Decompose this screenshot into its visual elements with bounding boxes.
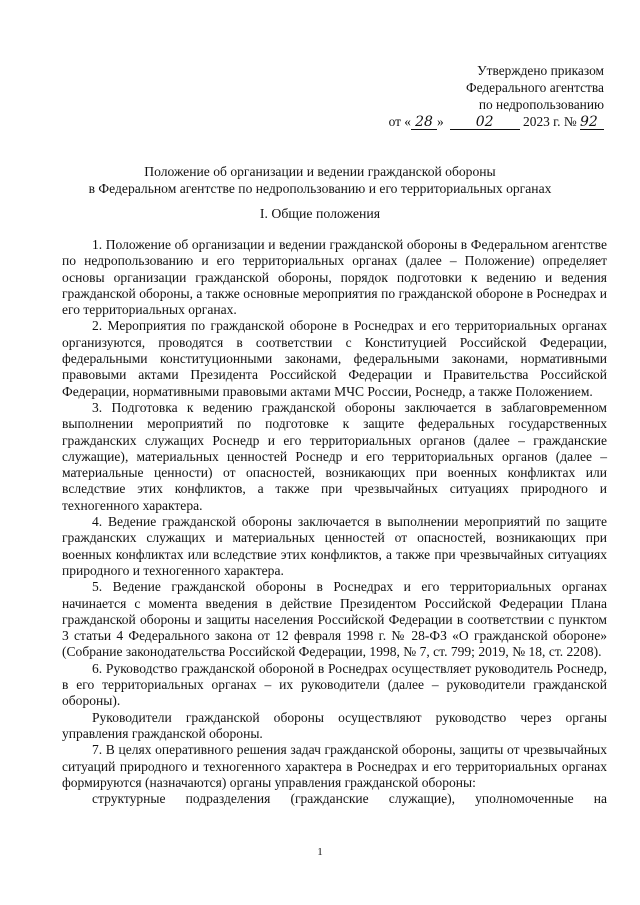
paragraph-6-continued: Руководители гражданской обороны осуществляют руководство через органы управления гражданской обороны. (62, 709, 607, 741)
approval-line-1: Утверждено приказом (477, 63, 604, 78)
paragraph-1: 1. Положение об организации и ведении гражданской обороны в Федеральном агентстве по недропользованию и его территориальных органах (далее – Положение) определяет основы организации гражданской обороны, порядок подготовки к ведению и ведения гражданской обороны, а также основные мероприятия по гражданской обороне в Роснедрах и его территориальных органах. (62, 237, 607, 318)
paragraph-3: 3. Подготовка к ведению гражданской обороны заключается в заблаговременном выполнении мероприятий по подготовке к защите федеральных государственных гражданских служащих Роснедр и его территориальных органов (далее – гражданские служащие), материальных ценностей Роснедр и его территориальных органов (далее – материальные ценности) от опасностей, возникающих при военных конфликтах или вследствие этих конфликтов, а также при чрезвычайных ситуациях природного и техногенного характера. (62, 399, 607, 513)
order-year-number-label: 2023 г. № (523, 114, 577, 129)
approval-line-2: Федерального агентства (466, 80, 604, 95)
approval-stamp (389, 62, 604, 130)
paragraph-6: 6. Руководство гражданской обороной в Роснедрах осуществляет руководитель Роснедр, в его территориальных органах – их руководители (далее – руководители гражданской обороны). (62, 660, 607, 709)
order-month-handwritten: 02 (450, 116, 520, 130)
order-date-line (389, 113, 604, 130)
page-number: 1 (317, 846, 323, 858)
approval-line-3: по недропользованию (478, 97, 604, 112)
document-title-line-2: в Федеральном агентстве по недропользованию и его территориальных органах (88, 181, 552, 196)
order-number-handwritten: 92 (580, 116, 604, 130)
section-heading: I. Общие положения (259, 206, 381, 221)
paragraph-7-list-item: структурные подразделения (гражданские служащие), уполномоченные на (92, 791, 607, 807)
order-day-handwritten: 28 (411, 116, 437, 130)
document-title-line-1: Положение об организации и ведении гражданской обороны (144, 164, 496, 179)
paragraph-5: 5. Ведение гражданской обороны в Роснедрах и его территориальных органах начинается с момента введения в действие Президентом Российской Федерации Плана гражданской обороны и защиты населения Российской Федерации в соответствии с пунктом 3 статьи 4 Федерального закона от 12 февраля 1998 г. № 28-ФЗ «О гражданской обороне» (Собрание законодательства Российской Федерации, 1998, № 7, ст. 799; 2019, № 18, ст. 2208). (62, 579, 607, 660)
document-title (30, 163, 610, 197)
paragraph-7: 7. В целях оперативного решения задач гражданской обороны, защиты от чрезвычайных ситуаций природного и техногенного характера в Роснедрах и его территориальных органах формируются (назначаются) органы управления гражданской обороны: (62, 742, 607, 790)
order-prefix: от « (388, 114, 411, 129)
document-body (62, 237, 607, 807)
order-day-close: » (436, 114, 444, 129)
paragraph-2: 2. Мероприятия по гражданской обороне в Роснедрах и его территориальных органах организуются, проводятся в соответствии с Конституцией Российской Федерации, федеральными конституционными законами, федеральными законами, нормативными правовыми актами Президента Российской Федерации и Правительства Российской Федерации, нормативными правовыми актами МЧС России, Роснедр, а также Положением. (62, 318, 607, 399)
paragraph-4: 4. Ведение гражданской обороны заключается в выполнении мероприятий по защите гражданских служащих и материальных ценностей от опасностей, возникающих при военных конфликтах или вследствие этих конфликтов, а также при чрезвычайных ситуациях природного и техногенного характера. (62, 514, 607, 578)
